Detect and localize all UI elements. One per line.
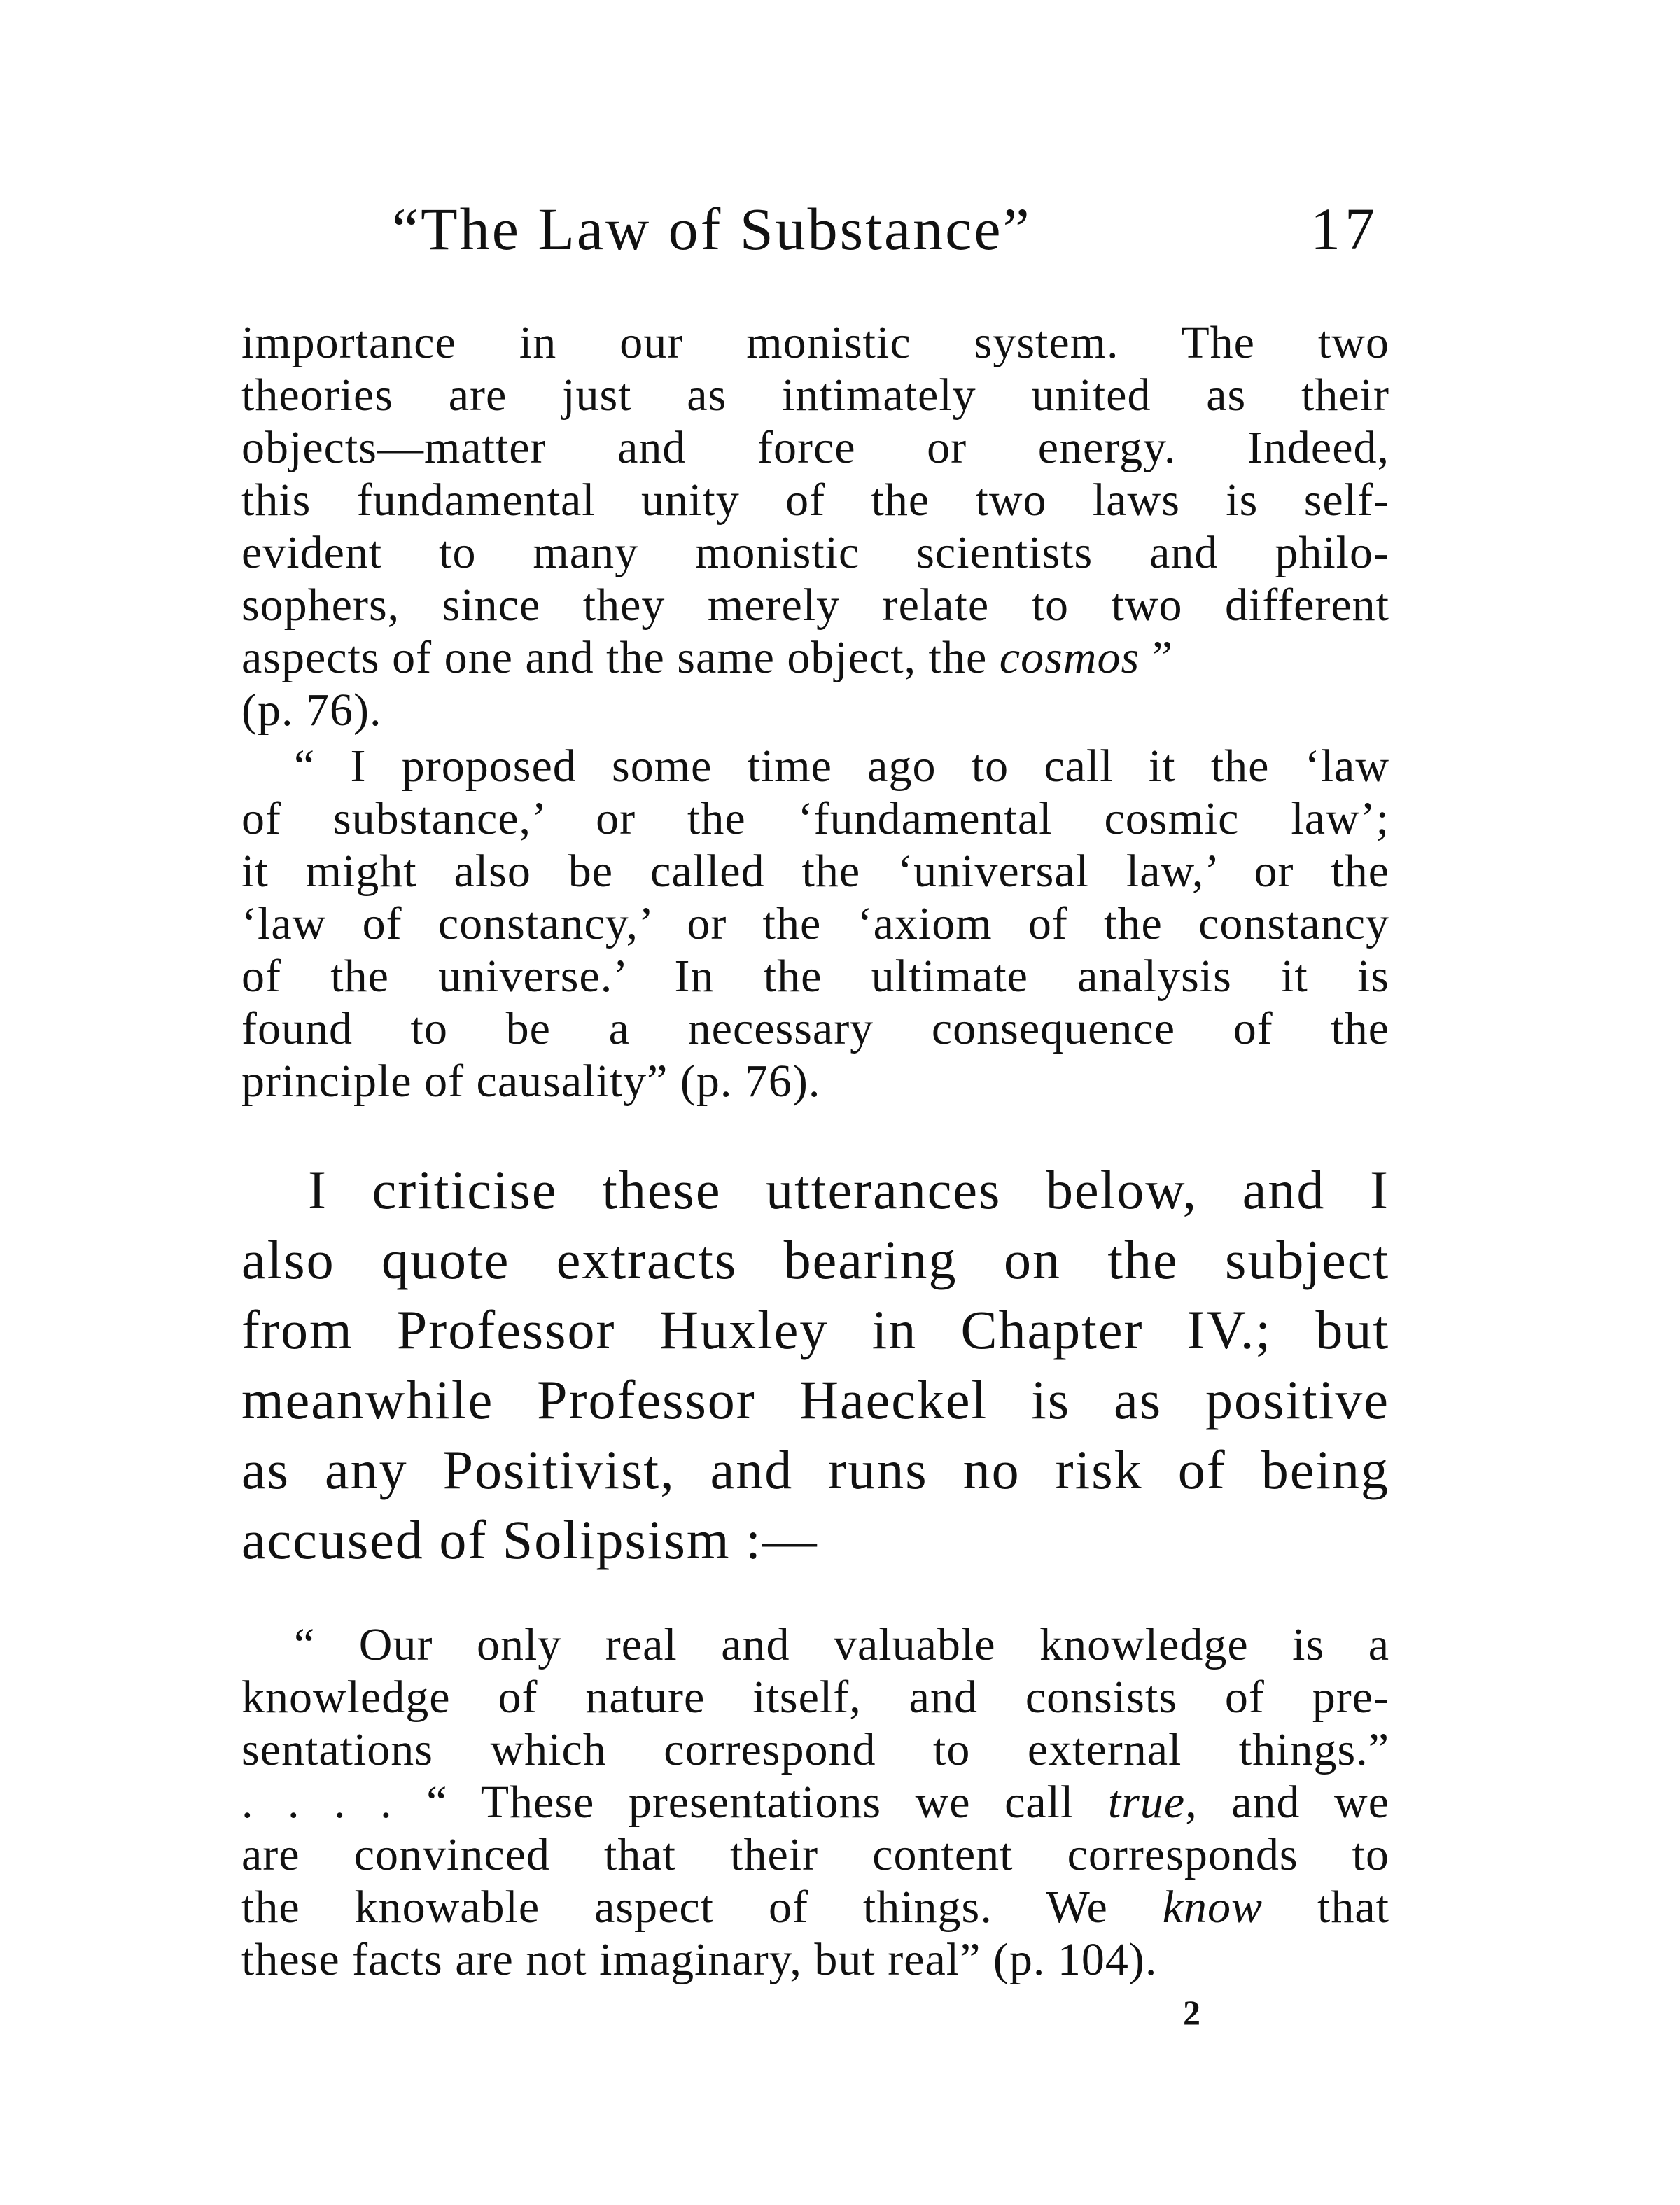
running-head [392,190,1400,267]
text-line: evident to many monistic scientists and philo- [241,527,1390,578]
text-span: , and we [1185,1777,1390,1828]
text-line: “ I proposed some time ago to call it the ‘law [294,741,1390,792]
text-line: accused of Solipsism :— [241,1509,818,1570]
italic-word: cosmos [999,632,1140,683]
text-span: aspects of one and the same object, the [241,632,1000,683]
text-line: theories are just as intimately united as their [241,370,1390,421]
text-line: importance in our monistic system. The two [241,317,1390,368]
text-line: it might also be called the ‘universal law,’ or the [241,846,1390,897]
text-line: sophers, since they merely relate to two different [241,580,1390,631]
text-line [241,1774,1390,1830]
text-line: of the universe.’ In the ultimate analysis it is [241,951,1390,1002]
text-line [241,1879,1390,1935]
text-line: also quote extracts bearing on the subject [241,1229,1390,1290]
italic-word: true [1107,1777,1186,1828]
text-line: (p. 76). [241,685,382,736]
text-line: meanwhile Professor Haeckel is as positive [241,1369,1390,1430]
text-span: the knowable aspect of things. We [241,1882,1163,1933]
text-line: from Professor Huxley in Chapter IV.; but [241,1299,1390,1360]
text-line: these facts are not imaginary, but real” (p. 104). [241,1934,1158,1985]
text-line [241,630,1390,686]
signature-mark: 2 [1183,1993,1200,2032]
text-span: ” [1140,632,1173,683]
page-number: 17 [1310,195,1379,262]
text-line: sentations which correspond to external things.” [241,1724,1390,1775]
text-line: found to be a necessary consequence of the [241,1003,1390,1054]
text-line: principle of causality” (p. 76). [241,1056,821,1107]
text-line: ‘law of constancy,’ or the ‘axiom of the constancy [241,898,1390,949]
running-title: “The Law of Substance” [392,195,1032,262]
text-line: knowledge of nature itself, and consists of pre- [241,1672,1390,1723]
text-line: as any Positivist, and runs no risk of being [241,1439,1390,1500]
text-line: of substance,’ or the ‘fundamental cosmic law’; [241,793,1390,844]
text-line: are convinced that their content corresponds to [241,1829,1390,1880]
text-line: “ Our only real and valuable knowledge is a [294,1619,1390,1670]
italic-word: know [1162,1882,1264,1933]
text-line: this fundamental unity of the two laws is self- [241,475,1390,526]
text-line: I criticise these utterances below, and I [308,1159,1390,1220]
text-span: . . . . “ These presentations we call [241,1777,1108,1828]
text-span: that [1263,1882,1390,1933]
text-line: objects—matter and force or energy. Indeed, [241,422,1390,473]
